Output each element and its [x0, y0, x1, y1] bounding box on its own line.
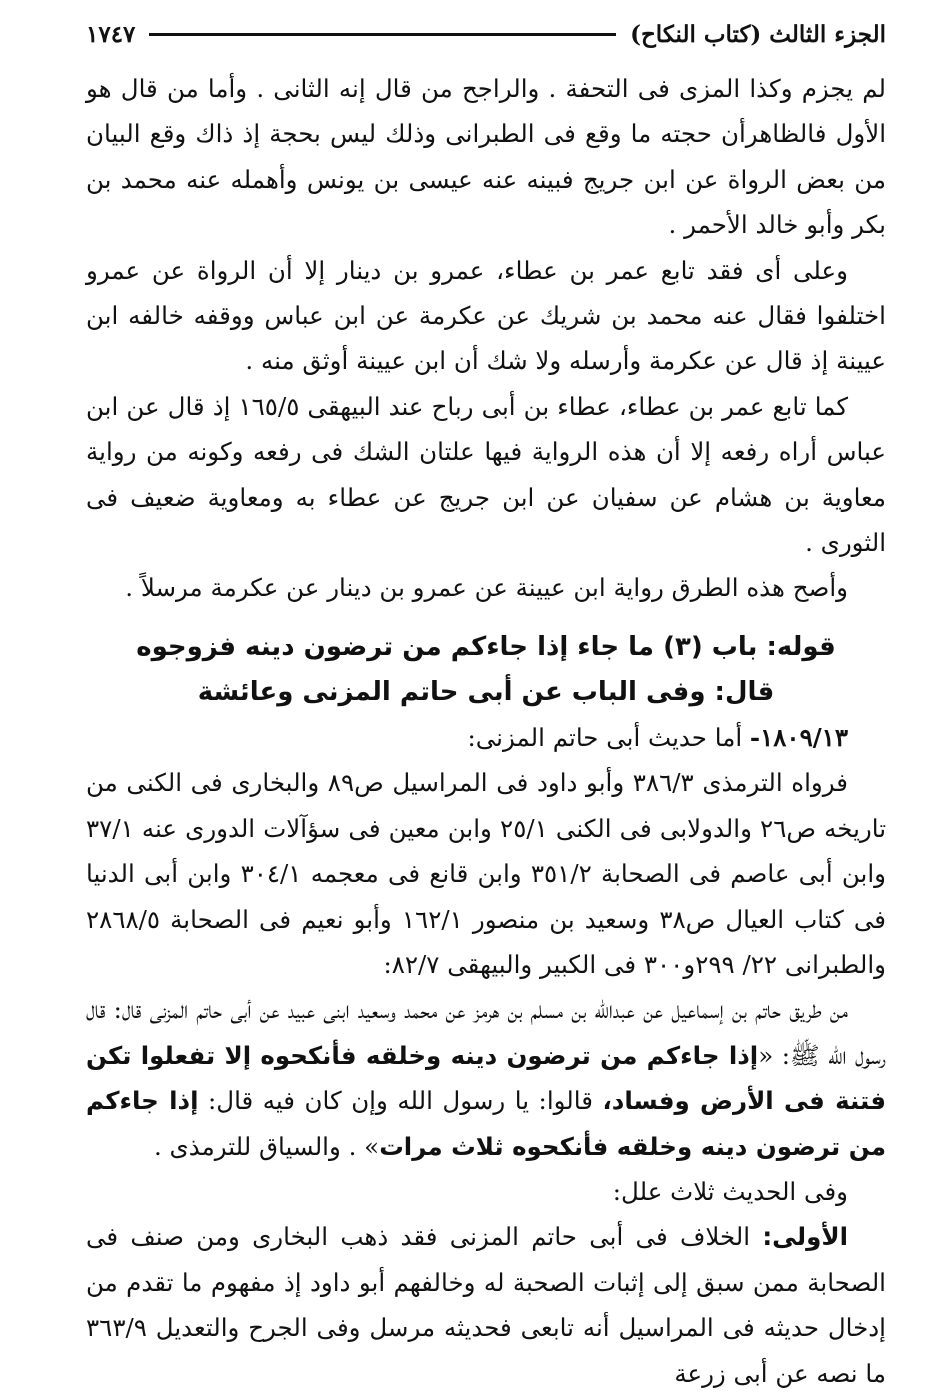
matn-middle: قالوا: يا رسول الله وإن كان فيه قال:	[198, 1086, 603, 1116]
matn-paragraph	[86, 987, 886, 1169]
page-body	[86, 66, 886, 1396]
running-title: الجزء الثالث (كتاب النكاح)	[630, 20, 886, 48]
illal-first-label: الأولى:	[762, 1222, 848, 1252]
hadith-number: ١٨٠٩/١٣-	[749, 722, 848, 752]
illal-intro: وفى الحديث ثلاث علل:	[612, 1176, 848, 1206]
matn-quote-1: إذا جاءكم من ترضون دينه وخلقه فأنكحوه إلا تفعلوا تكن فتنة فى الأرض وفساد،	[86, 1040, 886, 1116]
paragraph-3: كما تابع عمر بن عطاء، عطاء بن أبى رباح عند البيهقى ١٦٥/٥ إذ قال عن ابن عباس أراه رفعه إلا أن هذه الرواية فيها علتان الشك فى رفعه وكونه من رواية معاوية بن هشام عن سفيان عن ابن جريج عن عطاء به ومعاوية ضعيف فى الثورى .	[86, 391, 886, 558]
hadith-title-text: أما حديث أبى حاتم المزنى:	[467, 722, 750, 752]
header-rule	[149, 33, 616, 36]
paragraph-4: وأصح هذه الطرق رواية ابن عيينة عن عمرو بن دينار عن عكرمة مرسلاً .	[125, 573, 848, 603]
illal-first	[86, 1214, 886, 1396]
page-header	[86, 14, 886, 54]
chapter-heading: قوله: باب (٣) ما جاء إذا جاءكم من ترضون دينه فزوجوه	[136, 631, 836, 662]
matn-quote-2: إذا جاءكم من ترضون دينه وخلقه فأنكحوه ثلاث مرات	[86, 1086, 886, 1161]
matn-intro: من طريق حاتم بن إسماعيل عن عبدالله بن مسلم بن هرمز عن محمد وسعيد ابنى عبيد عن أبى حاتم المزنى قال: قال رسول الله ﷺ: «	[86, 995, 886, 1070]
takhrij-paragraph: فرواه الترمذى ٣٨٦/٣ وأبو داود فى المراسيل ص٨٩ والبخارى فى الكنى من تاريخه ص٢٦ والدولابى فى الكنى ٢٥/١ وابن معين فى سؤآلات الدورى عنه ٣٧/١ وابن أبى عاصم فى الصحابة ٣٥١/٢ وابن قانع فى معجمه ٣٠٤/١ وابن أبى الدنيا فى كتاب العيال ص٣٨ وسعيد بن منصور ١٦٢/١ وأبو نعيم فى الصحابة ٢٨٦٨/٥ والطبرانى ٢٢/ ٢٩٩و٣٠٠ فى الكبير والبيهقى ٨٢/٧:	[86, 768, 887, 979]
illal-first-text: الخلاف فى أبى حاتم المزنى فقد ذهب البخارى ومن صنف فى الصحابة ممن سبق إلى إثبات الصحبة له وخالفهم أبو داود إذ مفهوم ما تقدم من إدخال حديثه فى المراسيل أنه تابعى فحديثه مرسل وفى الجرح والتعديل ٣٦٣/٩ ما نصه عن أبى زرعة	[86, 1222, 886, 1388]
paragraph-2: وعلى أى فقد تابع عمر بن عطاء، عمرو بن دينار إلا أن الرواة عن عمرو اختلفوا فقال عنه محمد بن شريك عن عكرمة عن ابن عباس ووقفه خالفه ابن عيينة إذ قال عن عكرمة وأرسله ولا شك أن ابن عيينة أوثق منه .	[86, 255, 886, 376]
hadith-title	[86, 715, 886, 760]
paragraph-1: لم يجزم وكذا المزى فى التحفة . والراجح من قال إنه الثانى . وأما من قال هو الأول فالظاهرأن حجته ما وقع فى الطبرانى وذلك ليس بحجة إذ ذاك وقع البيان من بعض الرواة عن ابن جريج فبينه عنه عيسى بن يونس وأهمله عنه محمد بن بكر وأبو خالد الأحمر .	[86, 74, 887, 240]
matn-outro: » . والسياق للترمذى .	[153, 1131, 380, 1161]
page-number: ١٧٤٧	[86, 20, 136, 48]
chapter-subheading: قال: وفى الباب عن أبى حاتم المزنى وعائشة	[197, 676, 775, 707]
